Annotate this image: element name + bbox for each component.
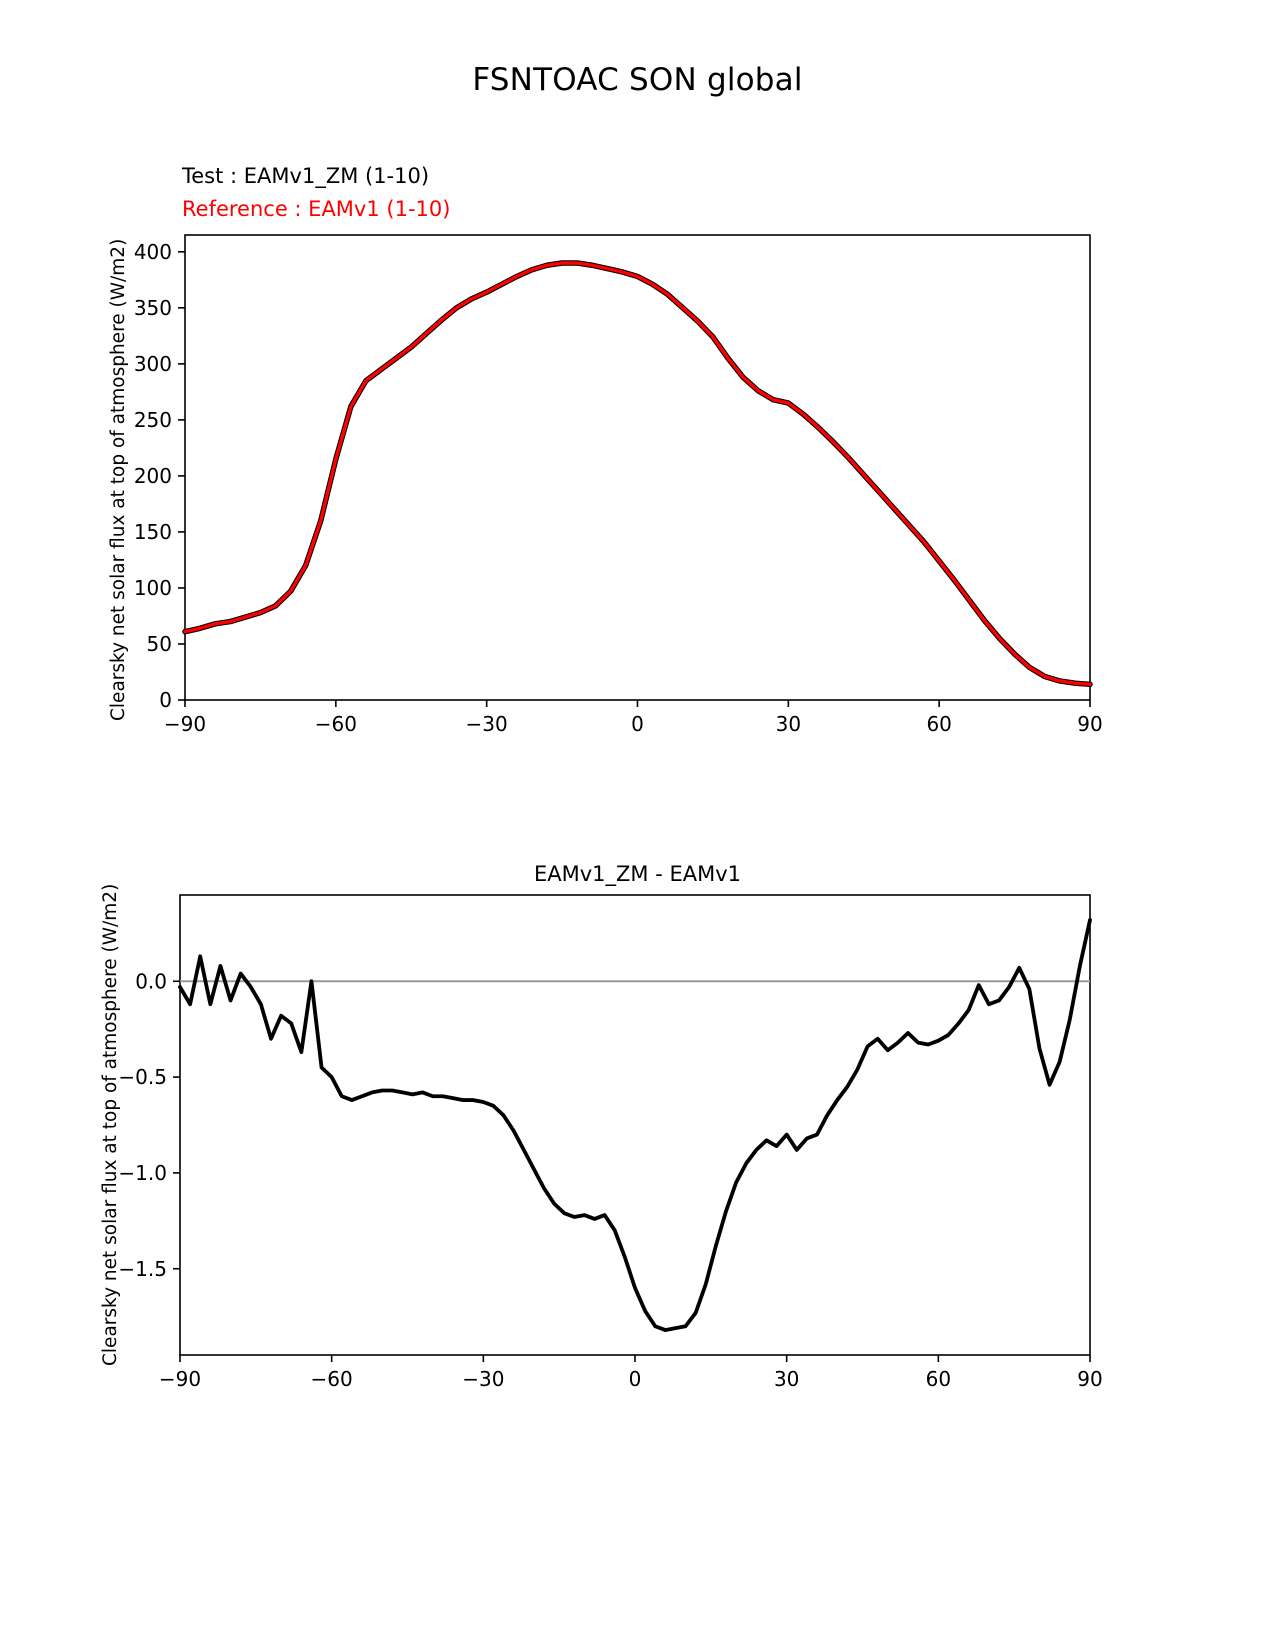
svg-text:30: 30	[773, 1367, 800, 1391]
svg-text:0: 0	[631, 712, 644, 736]
top-plot-svg	[0, 150, 1275, 750]
svg-text:−30: −30	[465, 712, 508, 736]
svg-text:100: 100	[133, 575, 172, 600]
svg-text:−90: −90	[158, 1367, 202, 1391]
svg-text:200: 200	[133, 463, 172, 488]
legend-test-label: Test : EAMv1_ZM (1-10)	[182, 164, 430, 188]
svg-text:−90: −90	[163, 712, 207, 736]
chart-panel-top	[0, 150, 1275, 750]
svg-text:60: 60	[925, 1367, 952, 1391]
svg-text:30: 30	[775, 712, 802, 736]
svg-text:0: 0	[628, 1367, 642, 1391]
legend-reference-label: Reference : EAMv1 (1-10)	[182, 197, 451, 221]
svg-text:90: 90	[1077, 1367, 1103, 1391]
bottom-plot-svg	[0, 850, 1275, 1430]
y-axis-label-bottom: Clearsky net solar flux at top of atmosphere (W/m2)	[100, 883, 121, 1366]
svg-text:60: 60	[926, 712, 952, 736]
chart-panel-bottom	[0, 850, 1275, 1430]
svg-text:0.0: 0.0	[135, 969, 167, 994]
svg-text:300: 300	[133, 351, 172, 376]
page-title: FSNTOAC SON global	[472, 62, 803, 98]
svg-text:250: 250	[133, 407, 172, 432]
y-axis-label-top: Clearsky net solar flux at top of atmosphere (W/m2)	[108, 238, 129, 721]
svg-text:−30: −30	[462, 1367, 505, 1391]
svg-text:−1.5: −1.5	[118, 1256, 167, 1281]
svg-text:50: 50	[146, 631, 172, 656]
svg-text:90: 90	[1077, 712, 1103, 736]
svg-text:−0.5: −0.5	[118, 1065, 167, 1090]
svg-text:−1.0: −1.0	[118, 1160, 167, 1185]
svg-text:150: 150	[133, 519, 172, 544]
svg-text:0: 0	[159, 688, 172, 712]
panel-bottom-subtitle: EAMv1_ZM - EAMv1	[533, 862, 742, 886]
svg-text:400: 400	[133, 239, 172, 264]
svg-text:350: 350	[133, 295, 172, 320]
svg-text:−60: −60	[310, 1367, 353, 1391]
svg-text:−60: −60	[314, 712, 357, 736]
